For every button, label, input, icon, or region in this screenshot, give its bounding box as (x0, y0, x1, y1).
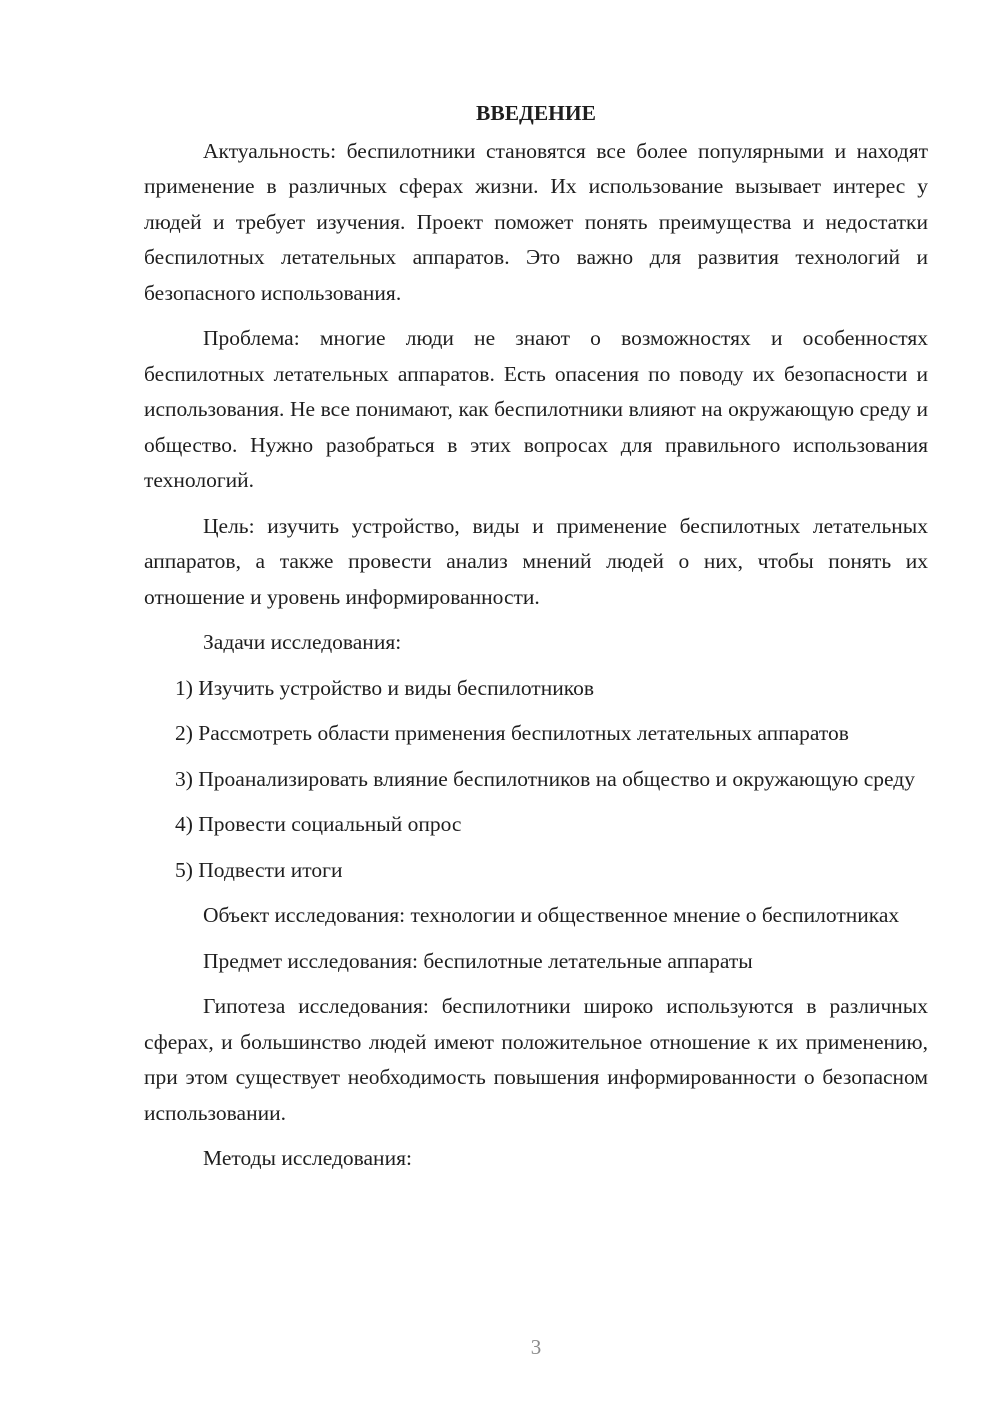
paragraph-relevance: Актуальность: беспилотники становятся все более популярными и находят применение в различных сферах жизни. Их использование вызывает интерес у людей и требует изучения. Проект поможет понять преимущества и недостатки беспилотных летательных аппаратов. Это важно для развития технологий и безопасного использования. (144, 138, 928, 305)
paragraph-hypothesis: Гипотеза исследования: беспилотники широко используются в различных сферах, и большинство людей имеют положительное отношение к их применению, при этом существует необходимость повышения информированности о безопасном использовании. (144, 994, 928, 1125)
paragraph-object: Объект исследования: технологии и общественное мнение о беспилотниках (203, 903, 900, 927)
task-item: 2) Рассмотреть области применения беспилотных летательных аппаратов (175, 721, 849, 745)
paragraph-goal: Цель: изучить устройство, виды и применение беспилотных летательных аппаратов, а также провести анализ мнений людей о них, чтобы понять их отношение и уровень информированности. (144, 513, 928, 609)
task-item: 4) Провести социальный опрос (175, 812, 462, 836)
page-content (144, 96, 928, 1187)
page-number: 3 (530, 1335, 542, 1359)
task-item: 5) Подвести итоги (175, 857, 343, 882)
task-item: 1) Изучить устройство и виды беспилотников (175, 675, 594, 700)
task-item: 3) Проанализировать влияние беспилотников на общество и окружающую среду (175, 766, 915, 791)
paragraph-tasks-heading: Задачи исследования: (203, 630, 402, 654)
paragraph-methods: Методы исследования: (203, 1146, 412, 1170)
paragraph-problem: Проблема: многие люди не знают о возможностях и особенностях беспилотных летательных аппаратов. Есть опасения по поводу их безопасности и использования. Не все понимают, как беспилотники влияют на окружающую среду и общество. Нужно разобраться в этих вопросах для правильного использования технологий. (144, 326, 928, 492)
page-title: ВВЕДЕНИЕ (476, 101, 596, 125)
paragraph-subject: Предмет исследования: беспилотные летательные аппараты (203, 948, 753, 973)
